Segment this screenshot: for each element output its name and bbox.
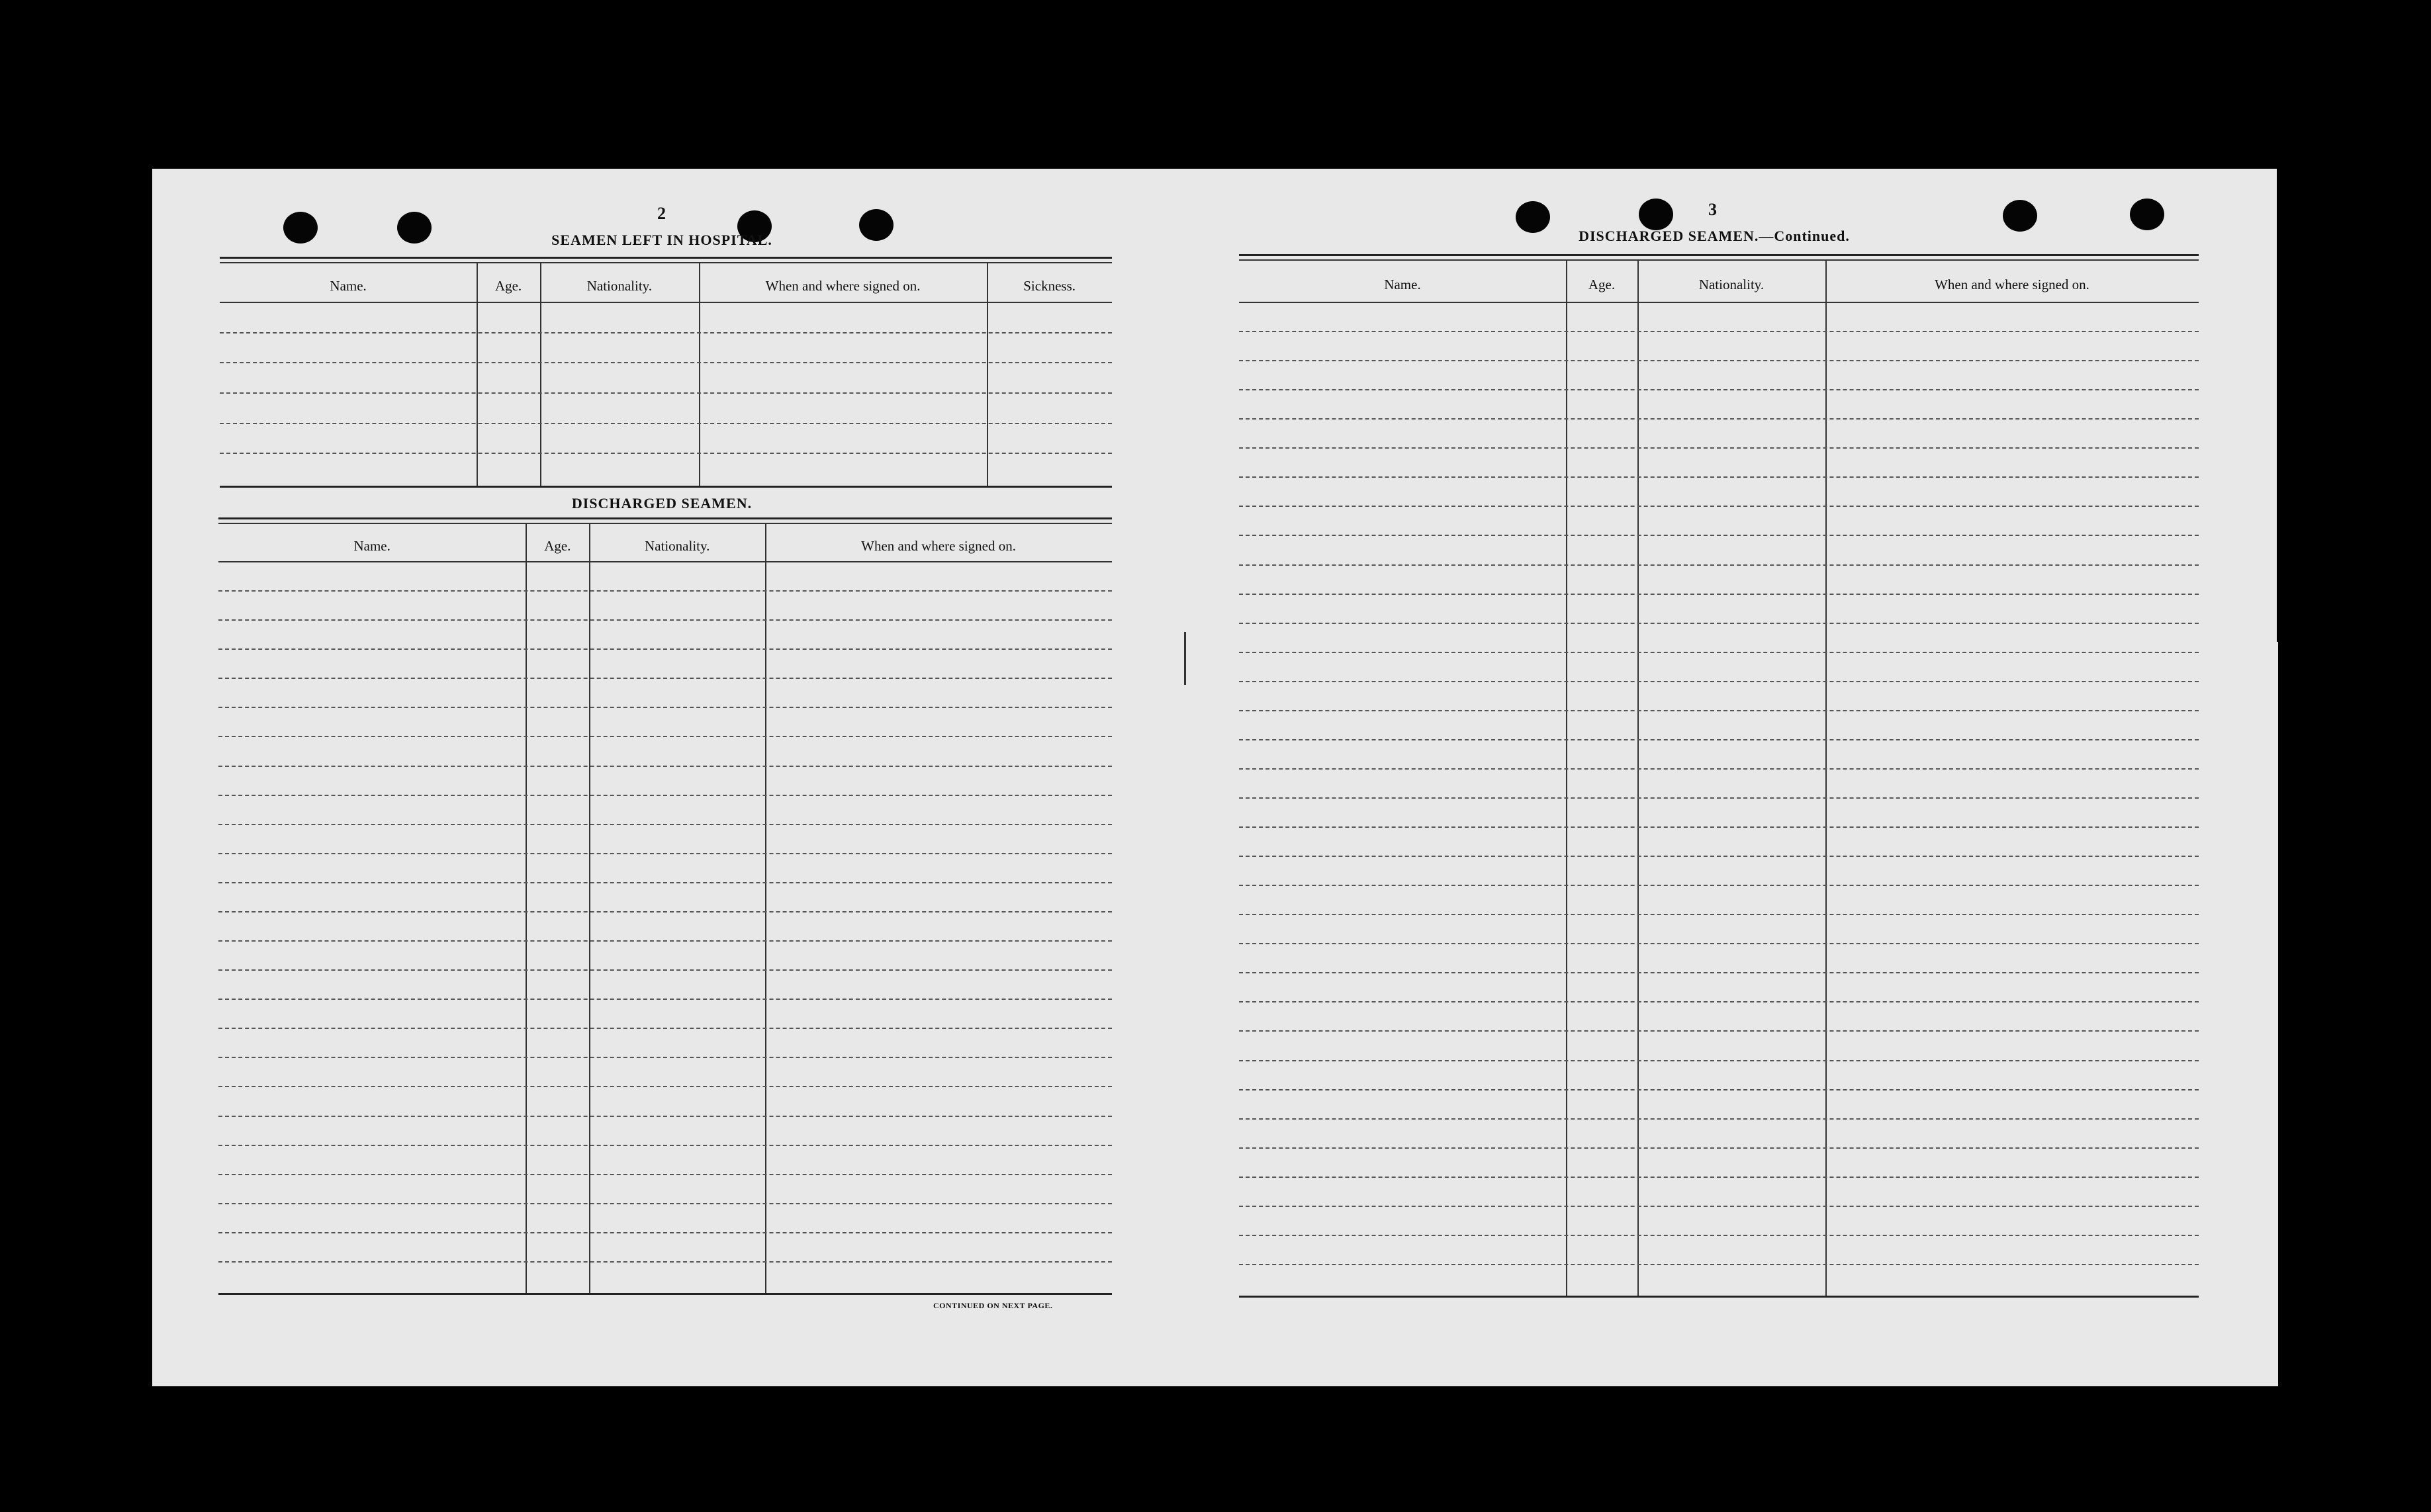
table-top-rule — [218, 517, 1112, 519]
entry-line — [1239, 535, 2199, 536]
entry-line — [1239, 797, 2199, 799]
entry-line — [1239, 826, 2199, 828]
entry-line — [218, 1116, 1112, 1117]
entry-line — [218, 1174, 1112, 1175]
header-rule — [220, 302, 1112, 303]
entry-line — [1239, 506, 2199, 507]
punch-hole — [859, 209, 894, 241]
entry-line — [1239, 447, 2199, 449]
discharged-continued-title: DISCHARGED SEAMEN.—Continued. — [1579, 228, 1850, 244]
header-rule — [218, 561, 1112, 562]
entry-line — [220, 423, 1112, 424]
header-rule — [1239, 302, 2199, 303]
entry-line — [1239, 885, 2199, 886]
column-header: Name. — [353, 538, 390, 554]
entry-line — [218, 678, 1112, 679]
entry-line — [218, 1086, 1112, 1087]
entry-line — [218, 1232, 1112, 1233]
hospital-section-title: SEAMEN LEFT IN HOSPITAL. — [551, 232, 772, 248]
entry-line — [1239, 1001, 2199, 1002]
entry-line — [218, 969, 1112, 971]
entry-line — [1239, 476, 2199, 478]
entry-line — [1239, 972, 2199, 973]
page-number-left: 2 — [657, 204, 666, 223]
table-top-rule — [1239, 254, 2199, 256]
table-bottom-rule — [220, 486, 1112, 488]
column-header: Nationality. — [586, 278, 653, 294]
column-header: When and where signed on. — [1935, 277, 2089, 292]
entry-line — [218, 736, 1112, 737]
column-header: Name. — [330, 278, 367, 294]
column-header: Name. — [1384, 277, 1421, 292]
punch-hole — [397, 212, 432, 244]
table-top-rule — [220, 257, 1112, 259]
entry-line — [218, 1028, 1112, 1029]
entry-line — [218, 1261, 1112, 1263]
entry-line — [1239, 331, 2199, 332]
entry-line — [1239, 418, 2199, 420]
punch-hole — [2003, 200, 2037, 232]
entry-line — [220, 392, 1112, 394]
table-top-rule — [1239, 259, 2199, 261]
entry-line — [218, 707, 1112, 708]
entry-line — [220, 453, 1112, 454]
column-divider — [1637, 261, 1639, 1296]
discharged-table — [218, 517, 1112, 1294]
entry-line — [1239, 623, 2199, 624]
entry-line — [218, 911, 1112, 912]
entry-line — [1239, 856, 2199, 857]
page-tab-edge-lower — [2237, 642, 2278, 1386]
column-divider — [1566, 261, 1567, 1296]
entry-line — [220, 362, 1112, 363]
entry-line — [1239, 739, 2199, 740]
entry-line — [1239, 681, 2199, 682]
hospital-table — [220, 257, 1112, 487]
entry-line — [218, 824, 1112, 825]
entry-line — [1239, 564, 2199, 566]
entry-line — [1239, 360, 2199, 361]
entry-line — [218, 999, 1112, 1000]
table-top-rule — [220, 262, 1112, 263]
punch-hole — [2130, 199, 2164, 230]
entry-line — [1239, 943, 2199, 944]
column-header: Age. — [544, 538, 571, 554]
table-bottom-rule — [218, 1293, 1112, 1295]
entry-line — [1239, 1118, 2199, 1120]
column-divider — [765, 524, 766, 1293]
entry-line — [220, 332, 1112, 334]
column-header: Nationality. — [1698, 277, 1765, 292]
table-bottom-rule — [1239, 1296, 2199, 1298]
column-header: When and where signed on. — [861, 538, 1016, 554]
entry-line — [1239, 1147, 2199, 1149]
continued-note: CONTINUED ON NEXT PAGE. — [933, 1301, 1053, 1310]
entry-line — [1239, 1264, 2199, 1265]
column-header: When and where signed on. — [765, 278, 921, 294]
entry-line — [1239, 768, 2199, 770]
entry-line — [1239, 1089, 2199, 1090]
entry-line — [218, 882, 1112, 883]
column-header: Age. — [1588, 277, 1616, 292]
entry-line — [1239, 1177, 2199, 1178]
entry-line — [218, 590, 1112, 592]
entry-line — [218, 1057, 1112, 1058]
entry-line — [1239, 710, 2199, 711]
entry-line — [1239, 389, 2199, 390]
column-header: Nationality. — [645, 538, 710, 554]
entry-line — [1239, 914, 2199, 915]
discharged-section-title: DISCHARGED SEAMEN. — [571, 495, 753, 511]
column-divider — [1825, 261, 1827, 1296]
punch-hole — [1639, 199, 1673, 230]
table-top-rule — [218, 523, 1112, 524]
column-header: Sickness. — [1023, 278, 1076, 294]
column-divider — [589, 524, 590, 1293]
entry-line — [1239, 1030, 2199, 1032]
entry-line — [218, 648, 1112, 650]
entry-line — [218, 1203, 1112, 1204]
entry-line — [1239, 1206, 2199, 1207]
entry-line — [218, 1145, 1112, 1146]
column-divider — [526, 524, 527, 1293]
entry-line — [218, 766, 1112, 767]
entry-line — [1239, 1060, 2199, 1061]
page-number-right: 3 — [1708, 200, 1718, 219]
entry-line — [1239, 594, 2199, 595]
entry-line — [1239, 652, 2199, 653]
entry-line — [1239, 1235, 2199, 1236]
entry-line — [218, 619, 1112, 621]
page-fold — [1184, 632, 1186, 685]
entry-line — [218, 940, 1112, 942]
entry-line — [218, 795, 1112, 796]
punch-hole — [283, 212, 318, 244]
discharged-continued-table — [1239, 254, 2199, 1297]
column-header: Age. — [494, 278, 522, 294]
entry-line — [218, 853, 1112, 854]
